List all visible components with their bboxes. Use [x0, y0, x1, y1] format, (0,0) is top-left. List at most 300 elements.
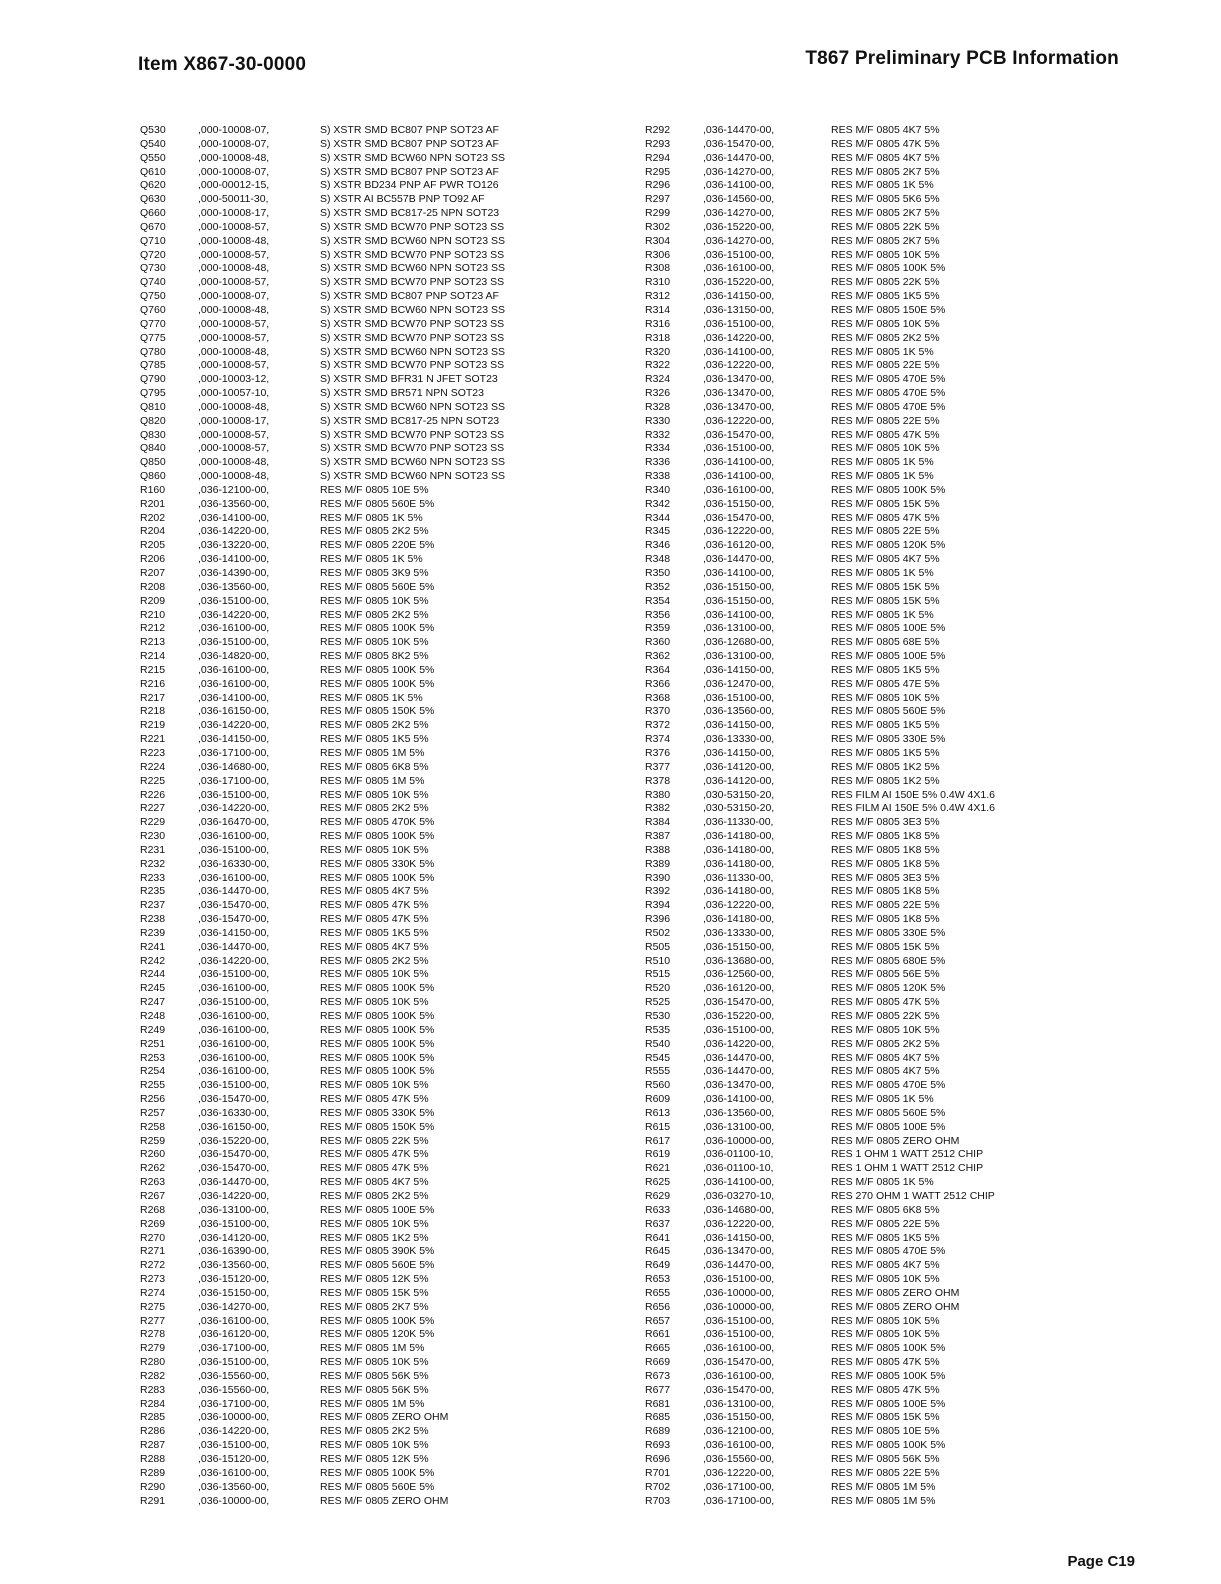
part-number: ,036-16100-00,: [703, 483, 775, 496]
parts-row: [645, 899, 995, 913]
ref-designator: R621: [645, 1162, 671, 1175]
part-description: RES M/F 0805 4K7 5%: [320, 885, 429, 898]
part-description: RES FILM AI 150E 5% 0.4W 4X1.6: [831, 788, 995, 801]
ref-designator: R219: [140, 719, 166, 732]
part-description: RES M/F 0805 100E 5%: [831, 650, 946, 663]
ref-designator: R260: [140, 1148, 166, 1161]
part-description: RES M/F 0805 1K2 5%: [831, 774, 940, 787]
part-description: RES M/F 0805 4K7 5%: [831, 1259, 940, 1272]
parts-row: [140, 719, 505, 733]
part-description: RES M/F 0805 10K 5%: [320, 1439, 429, 1452]
ref-designator: R540: [645, 1037, 671, 1050]
part-number: ,036-13150-00,: [703, 303, 775, 316]
part-number: ,036-15100-00,: [198, 636, 270, 649]
part-description: RES M/F 0805 15K 5%: [831, 594, 940, 607]
part-description: RES M/F 0805 22E 5%: [831, 1466, 940, 1479]
part-number: ,036-16120-00,: [198, 1328, 270, 1341]
parts-row: [645, 290, 995, 304]
part-description: RES M/F 0805 10K 5%: [831, 1273, 940, 1286]
parts-row: [140, 429, 505, 443]
part-description: RES M/F 0805 15K 5%: [831, 940, 940, 953]
parts-row: [140, 1024, 505, 1038]
part-description: RES M/F 0805 150K 5%: [320, 705, 435, 718]
parts-row: [140, 1328, 505, 1342]
ref-designator: R535: [645, 1023, 671, 1036]
part-number: ,036-13100-00,: [703, 650, 775, 663]
part-number: ,036-14390-00,: [198, 567, 270, 579]
part-number: ,036-10000-00,: [198, 1494, 270, 1507]
ref-designator: R204: [140, 525, 166, 538]
parts-row: [140, 138, 505, 152]
parts-row: [140, 858, 505, 872]
ref-designator: R273: [140, 1273, 166, 1286]
ref-designator: R332: [645, 428, 671, 441]
part-number: ,036-15470-00,: [703, 996, 775, 1009]
parts-row: [645, 789, 995, 803]
ref-designator: R258: [140, 1120, 166, 1133]
part-description: RES M/F 0805 100K 5%: [831, 483, 946, 496]
part-description: S) XSTR SMD BC807 PNP SOT23 AF: [320, 124, 499, 136]
part-number: ,036-15120-00,: [198, 1453, 270, 1465]
part-number: ,036-13470-00,: [703, 387, 775, 400]
part-description: RES M/F 0805 22K 5%: [320, 1134, 429, 1147]
part-number: ,036-12100-00,: [703, 1425, 775, 1438]
ref-designator: Q795: [140, 387, 166, 400]
ref-designator: R296: [645, 179, 671, 192]
part-number: ,036-12220-00,: [703, 899, 775, 912]
part-number: ,036-14120-00,: [703, 774, 775, 787]
ref-designator: R673: [645, 1369, 671, 1382]
part-number: ,036-14270-00,: [198, 1300, 270, 1313]
ref-designator: R685: [645, 1411, 671, 1424]
parts-row: [140, 1038, 505, 1052]
ref-designator: R653: [645, 1273, 671, 1286]
part-description: RES M/F 0805 15K 5%: [831, 497, 940, 510]
parts-row: [140, 1204, 505, 1218]
parts-row: [140, 1411, 505, 1425]
ref-designator: R394: [645, 899, 671, 912]
parts-row: [140, 705, 505, 719]
ref-designator: R354: [645, 594, 671, 607]
ref-designator: R324: [645, 373, 671, 386]
ref-designator: R368: [645, 691, 671, 704]
parts-row: [645, 401, 995, 415]
parts-row: [140, 1439, 505, 1453]
ref-designator: R241: [140, 940, 166, 953]
ref-designator: R263: [140, 1176, 166, 1189]
parts-row: [645, 359, 995, 373]
ref-designator: R237: [140, 899, 166, 912]
part-number: ,036-16100-00,: [703, 1369, 775, 1382]
parts-row: [140, 816, 505, 830]
ref-designator: R655: [645, 1286, 671, 1299]
ref-designator: R633: [645, 1203, 671, 1216]
ref-designator: R359: [645, 622, 671, 635]
part-description: S) XSTR SMD BCW70 PNP SOT23 SS: [320, 331, 505, 344]
part-number: ,036-01100-10,: [703, 1148, 774, 1161]
part-description: RES M/F 0805 1K 5%: [320, 511, 423, 524]
parts-row: [140, 664, 505, 678]
ref-designator: R703: [645, 1494, 671, 1507]
parts-row: [140, 152, 505, 166]
parts-row: [140, 1287, 505, 1301]
parts-row: [645, 332, 995, 346]
part-number: ,036-14120-00,: [198, 1231, 270, 1244]
ref-designator: Q720: [140, 248, 166, 261]
ref-designator: R226: [140, 788, 166, 801]
parts-row: [140, 1065, 505, 1079]
part-description: RES M/F 0805 56K 5%: [320, 1383, 429, 1396]
ref-designator: R306: [645, 248, 671, 261]
ref-designator: R392: [645, 885, 671, 898]
ref-designator: Q750: [140, 290, 166, 303]
parts-row: [140, 872, 505, 886]
part-number: ,036-15100-00,: [703, 1328, 775, 1341]
part-description: RES M/F 0805 47K 5%: [320, 1148, 429, 1161]
part-number: ,036-16100-00,: [703, 262, 775, 275]
part-description: RES M/F 0805 15K 5%: [831, 1411, 940, 1424]
ref-designator: Q850: [140, 456, 166, 469]
parts-row: [645, 1079, 995, 1093]
part-description: RES M/F 0805 4K7 5%: [320, 1176, 429, 1189]
part-number: ,036-14100-00,: [703, 1093, 775, 1106]
part-description: RES M/F 0805 47K 5%: [320, 1162, 429, 1175]
part-description: RES 1 OHM 1 WATT 2512 CHIP: [831, 1162, 984, 1175]
part-number: ,036-15150-00,: [703, 497, 775, 510]
parts-row: [645, 1384, 995, 1398]
part-description: RES M/F 0805 10K 5%: [320, 788, 429, 801]
ref-designator: R304: [645, 234, 671, 247]
part-number: ,036-14470-00,: [703, 1051, 775, 1064]
parts-row: [645, 968, 995, 982]
part-number: ,036-14220-00,: [198, 608, 270, 621]
part-description: RES M/F 0805 1K5 5%: [831, 719, 940, 732]
ref-designator: R390: [645, 871, 671, 884]
part-description: RES FILM AI 150E 5% 0.4W 4X1.6: [831, 802, 995, 815]
ref-designator: R280: [140, 1356, 166, 1369]
ref-designator: Q770: [140, 317, 166, 330]
ref-designator: R374: [645, 733, 671, 746]
part-description: S) XSTR SMD BCW70 PNP SOT23 SS: [320, 276, 505, 289]
ref-designator: R619: [645, 1148, 671, 1161]
ref-designator: R344: [645, 511, 671, 524]
part-description: S) XSTR SMD BCW60 NPN SOT23 SS: [320, 470, 505, 483]
parts-row: [645, 124, 995, 138]
part-description: RES M/F 0805 1K8 5%: [831, 913, 940, 926]
ref-designator: R629: [645, 1189, 671, 1202]
part-description: RES 1 OHM 1 WATT 2512 CHIP: [831, 1148, 984, 1161]
ref-designator: R338: [645, 470, 671, 483]
parts-row: [140, 262, 505, 276]
parts-row: [140, 733, 505, 747]
ref-designator: R396: [645, 913, 671, 926]
parts-row: [645, 1315, 995, 1329]
part-number: ,000-10008-17,: [198, 414, 270, 427]
part-number: ,036-14220-00,: [198, 802, 270, 815]
ref-designator: R560: [645, 1079, 671, 1092]
parts-row: [645, 1218, 995, 1232]
part-number: ,036-14150-00,: [703, 663, 775, 676]
parts-row: [140, 1398, 505, 1412]
part-number: ,000-10008-48,: [198, 234, 270, 247]
parts-row: [140, 249, 505, 263]
parts-row: [140, 1121, 505, 1135]
part-number: ,036-14470-00,: [703, 124, 775, 136]
part-number: ,036-15220-00,: [703, 276, 775, 289]
ref-designator: R288: [140, 1453, 166, 1465]
ref-designator: R364: [645, 663, 671, 676]
parts-row: [140, 622, 505, 636]
part-number: ,000-10008-57,: [198, 317, 270, 330]
parts-row: [140, 1384, 505, 1398]
part-number: ,036-01100-10,: [703, 1162, 774, 1175]
parts-row: [645, 1065, 995, 1079]
part-number: ,036-12220-00,: [703, 1217, 775, 1230]
part-description: S) XSTR SMD BCW60 NPN SOT23 SS: [320, 400, 505, 413]
part-description: RES M/F 0805 2K2 5%: [320, 1189, 429, 1202]
parts-row: [645, 276, 995, 290]
parts-row: [140, 1079, 505, 1093]
part-number: ,036-14470-00,: [198, 940, 270, 953]
parts-row: [645, 775, 995, 789]
parts-row: [140, 1467, 505, 1481]
part-description: RES M/F 0805 1K 5%: [320, 553, 423, 566]
parts-row: [645, 858, 995, 872]
part-number: ,000-10008-07,: [198, 124, 270, 136]
part-number: ,036-12680-00,: [703, 636, 775, 649]
part-number: ,036-15470-00,: [198, 1148, 270, 1161]
part-number: ,036-10000-00,: [703, 1300, 775, 1313]
part-description: RES M/F 0805 10K 5%: [831, 248, 940, 261]
part-description: RES M/F 0805 5K6 5%: [831, 193, 940, 206]
parts-row: [140, 968, 505, 982]
part-description: RES M/F 0805 4K7 5%: [831, 151, 940, 164]
part-number: ,036-12220-00,: [703, 1466, 775, 1479]
parts-row: [645, 761, 995, 775]
part-number: ,036-14220-00,: [198, 954, 270, 967]
parts-row: [645, 553, 995, 567]
ref-designator: R248: [140, 1010, 166, 1022]
part-number: ,000-10008-48,: [198, 345, 270, 358]
part-number: ,036-14220-00,: [703, 331, 775, 344]
parts-row: [645, 1398, 995, 1412]
part-number: ,000-10008-48,: [198, 151, 270, 164]
parts-row: [140, 1093, 505, 1107]
part-description: RES M/F 0805 10K 5%: [320, 996, 429, 1009]
parts-row: [645, 1356, 995, 1370]
part-description: RES M/F 0805 2K2 5%: [320, 954, 429, 967]
ref-designator: R271: [140, 1245, 166, 1258]
part-number: ,000-10008-07,: [198, 290, 270, 303]
ref-designator: Q780: [140, 345, 166, 358]
part-description: RES M/F 0805 100K 5%: [831, 1439, 946, 1452]
ref-designator: R346: [645, 539, 671, 552]
part-description: RES M/F 0805 10K 5%: [831, 442, 940, 455]
part-number: ,036-15100-00,: [703, 442, 775, 455]
part-description: RES M/F 0805 22E 5%: [831, 525, 940, 538]
parts-row: [140, 1162, 505, 1176]
parts-row: [140, 1245, 505, 1259]
part-number: ,036-14100-00,: [703, 456, 775, 469]
part-description: RES M/F 0805 470E 5%: [831, 387, 946, 400]
part-description: RES M/F 0805 1K 5%: [831, 345, 934, 358]
ref-designator: R515: [645, 968, 671, 981]
part-number: ,036-17100-00,: [703, 1480, 775, 1493]
parts-row: [645, 1245, 995, 1259]
parts-row: [140, 941, 505, 955]
ref-designator: R701: [645, 1466, 671, 1479]
ref-designator: Q760: [140, 303, 166, 316]
parts-row: [140, 761, 505, 775]
parts-row: [140, 885, 505, 899]
part-number: ,036-15470-00,: [198, 899, 270, 912]
part-description: RES M/F 0805 47K 5%: [320, 899, 429, 912]
part-number: ,000-50011-30,: [198, 193, 269, 206]
part-description: RES M/F 0805 330E 5%: [831, 733, 946, 746]
parts-row: [645, 567, 995, 581]
ref-designator: R310: [645, 276, 671, 289]
ref-designator: R328: [645, 400, 671, 413]
part-description: RES M/F 0805 2K2 5%: [320, 1425, 429, 1438]
part-number: ,036-15100-00,: [703, 691, 775, 704]
parts-row: [140, 193, 505, 207]
part-number: ,036-14100-00,: [703, 179, 775, 192]
ref-designator: R268: [140, 1203, 166, 1216]
part-number: ,036-14100-00,: [198, 553, 270, 566]
ref-designator: R290: [140, 1480, 166, 1493]
part-description: RES M/F 0805 22K 5%: [831, 220, 940, 233]
part-number: ,036-17100-00,: [703, 1494, 775, 1507]
parts-row: [645, 1495, 995, 1509]
ref-designator: R342: [645, 497, 671, 510]
ref-designator: R702: [645, 1480, 671, 1493]
part-number: ,036-15150-00,: [703, 594, 775, 607]
part-number: ,036-16470-00,: [198, 816, 270, 829]
parts-row: [645, 304, 995, 318]
ref-designator: R308: [645, 262, 671, 275]
part-description: RES M/F 0805 120K 5%: [831, 982, 946, 995]
parts-row: [140, 470, 505, 484]
ref-designator: R233: [140, 871, 166, 884]
parts-row: [140, 456, 505, 470]
ref-designator: R649: [645, 1259, 671, 1272]
part-number: ,036-14470-00,: [703, 1065, 775, 1078]
ref-designator: R510: [645, 954, 671, 967]
part-number: ,036-14220-00,: [198, 525, 270, 538]
ref-designator: R256: [140, 1093, 166, 1106]
part-description: RES M/F 0805 1K8 5%: [831, 843, 940, 856]
part-number: ,036-14220-00,: [198, 1425, 270, 1438]
part-description: RES M/F 0805 47K 5%: [831, 137, 940, 150]
parts-row: [140, 415, 505, 429]
parts-row: [140, 1342, 505, 1356]
ref-designator: R362: [645, 650, 671, 663]
part-description: RES M/F 0805 100K 5%: [320, 1466, 435, 1479]
ref-designator: R617: [645, 1134, 671, 1147]
part-number: ,036-15150-00,: [198, 1286, 270, 1299]
parts-row: [645, 941, 995, 955]
part-number: ,036-15100-00,: [703, 317, 775, 330]
part-description: RES M/F 0805 3K9 5%: [320, 567, 429, 579]
part-number: ,036-14100-00,: [703, 470, 775, 483]
part-number: ,036-14150-00,: [703, 746, 775, 759]
parts-row: [645, 1162, 995, 1176]
parts-row: [140, 539, 505, 553]
parts-row: [140, 830, 505, 844]
part-number: ,036-16150-00,: [198, 1120, 270, 1133]
part-description: RES M/F 0805 1K8 5%: [831, 830, 940, 843]
ref-designator: R225: [140, 774, 166, 787]
part-number: ,036-16120-00,: [703, 539, 775, 552]
part-description: RES M/F 0805 100K 5%: [320, 663, 435, 676]
ref-designator: R388: [645, 843, 671, 856]
part-description: RES M/F 0805 3E3 5%: [831, 816, 940, 829]
ref-designator: R269: [140, 1217, 166, 1230]
ref-designator: R207: [140, 567, 166, 579]
ref-designator: R160: [140, 483, 166, 496]
ref-designator: R693: [645, 1439, 671, 1452]
part-number: ,036-16100-00,: [198, 1037, 270, 1050]
part-number: ,036-15100-00,: [703, 1273, 775, 1286]
part-description: S) XSTR SMD BCW70 PNP SOT23 SS: [320, 442, 505, 455]
ref-designator: R257: [140, 1106, 166, 1119]
parts-row: [645, 1439, 995, 1453]
part-number: ,036-15100-00,: [198, 968, 270, 981]
parts-row: [140, 982, 505, 996]
ref-designator: R502: [645, 926, 671, 939]
part-number: ,036-17100-00,: [198, 746, 270, 759]
parts-row: [140, 553, 505, 567]
part-description: RES M/F 0805 ZERO OHM: [831, 1286, 960, 1299]
part-number: ,036-13560-00,: [703, 1106, 775, 1119]
part-description: RES M/F 0805 10K 5%: [831, 317, 940, 330]
part-description: RES M/F 0805 1K2 5%: [831, 760, 940, 773]
part-description: RES M/F 0805 470E 5%: [831, 400, 946, 413]
parts-row: [645, 456, 995, 470]
ref-designator: R223: [140, 746, 166, 759]
part-description: RES M/F 0805 ZERO OHM: [320, 1411, 449, 1424]
ref-designator: R669: [645, 1356, 671, 1369]
ref-designator: R345: [645, 525, 671, 538]
part-number: ,036-16330-00,: [198, 857, 270, 870]
ref-designator: R545: [645, 1051, 671, 1064]
ref-designator: Q670: [140, 220, 166, 233]
part-description: S) XSTR SMD BCW70 PNP SOT23 SS: [320, 428, 505, 441]
part-description: RES M/F 0805 100E 5%: [320, 1203, 435, 1216]
ref-designator: R318: [645, 331, 671, 344]
parts-row: [140, 235, 505, 249]
ref-designator: R350: [645, 567, 671, 579]
parts-row: [645, 872, 995, 886]
part-description: RES M/F 0805 15K 5%: [831, 580, 940, 593]
ref-designator: R314: [645, 303, 671, 316]
parts-row: [645, 1148, 995, 1162]
part-number: ,036-16100-00,: [198, 1314, 270, 1327]
part-number: ,000-10008-48,: [198, 456, 270, 469]
ref-designator: R689: [645, 1425, 671, 1438]
ref-designator: R302: [645, 220, 671, 233]
part-number: ,000-10008-48,: [198, 303, 270, 316]
ref-designator: R274: [140, 1286, 166, 1299]
ref-designator: R201: [140, 497, 166, 510]
parts-row: [645, 525, 995, 539]
parts-row: [645, 747, 995, 761]
part-description: S) XSTR SMD BCW60 NPN SOT23 SS: [320, 234, 505, 247]
part-description: RES M/F 0805 12K 5%: [320, 1453, 429, 1465]
item-number-heading: Item X867-30-0000: [138, 54, 307, 75]
parts-row: [140, 1052, 505, 1066]
part-description: RES M/F 0805 470E 5%: [831, 1079, 946, 1092]
